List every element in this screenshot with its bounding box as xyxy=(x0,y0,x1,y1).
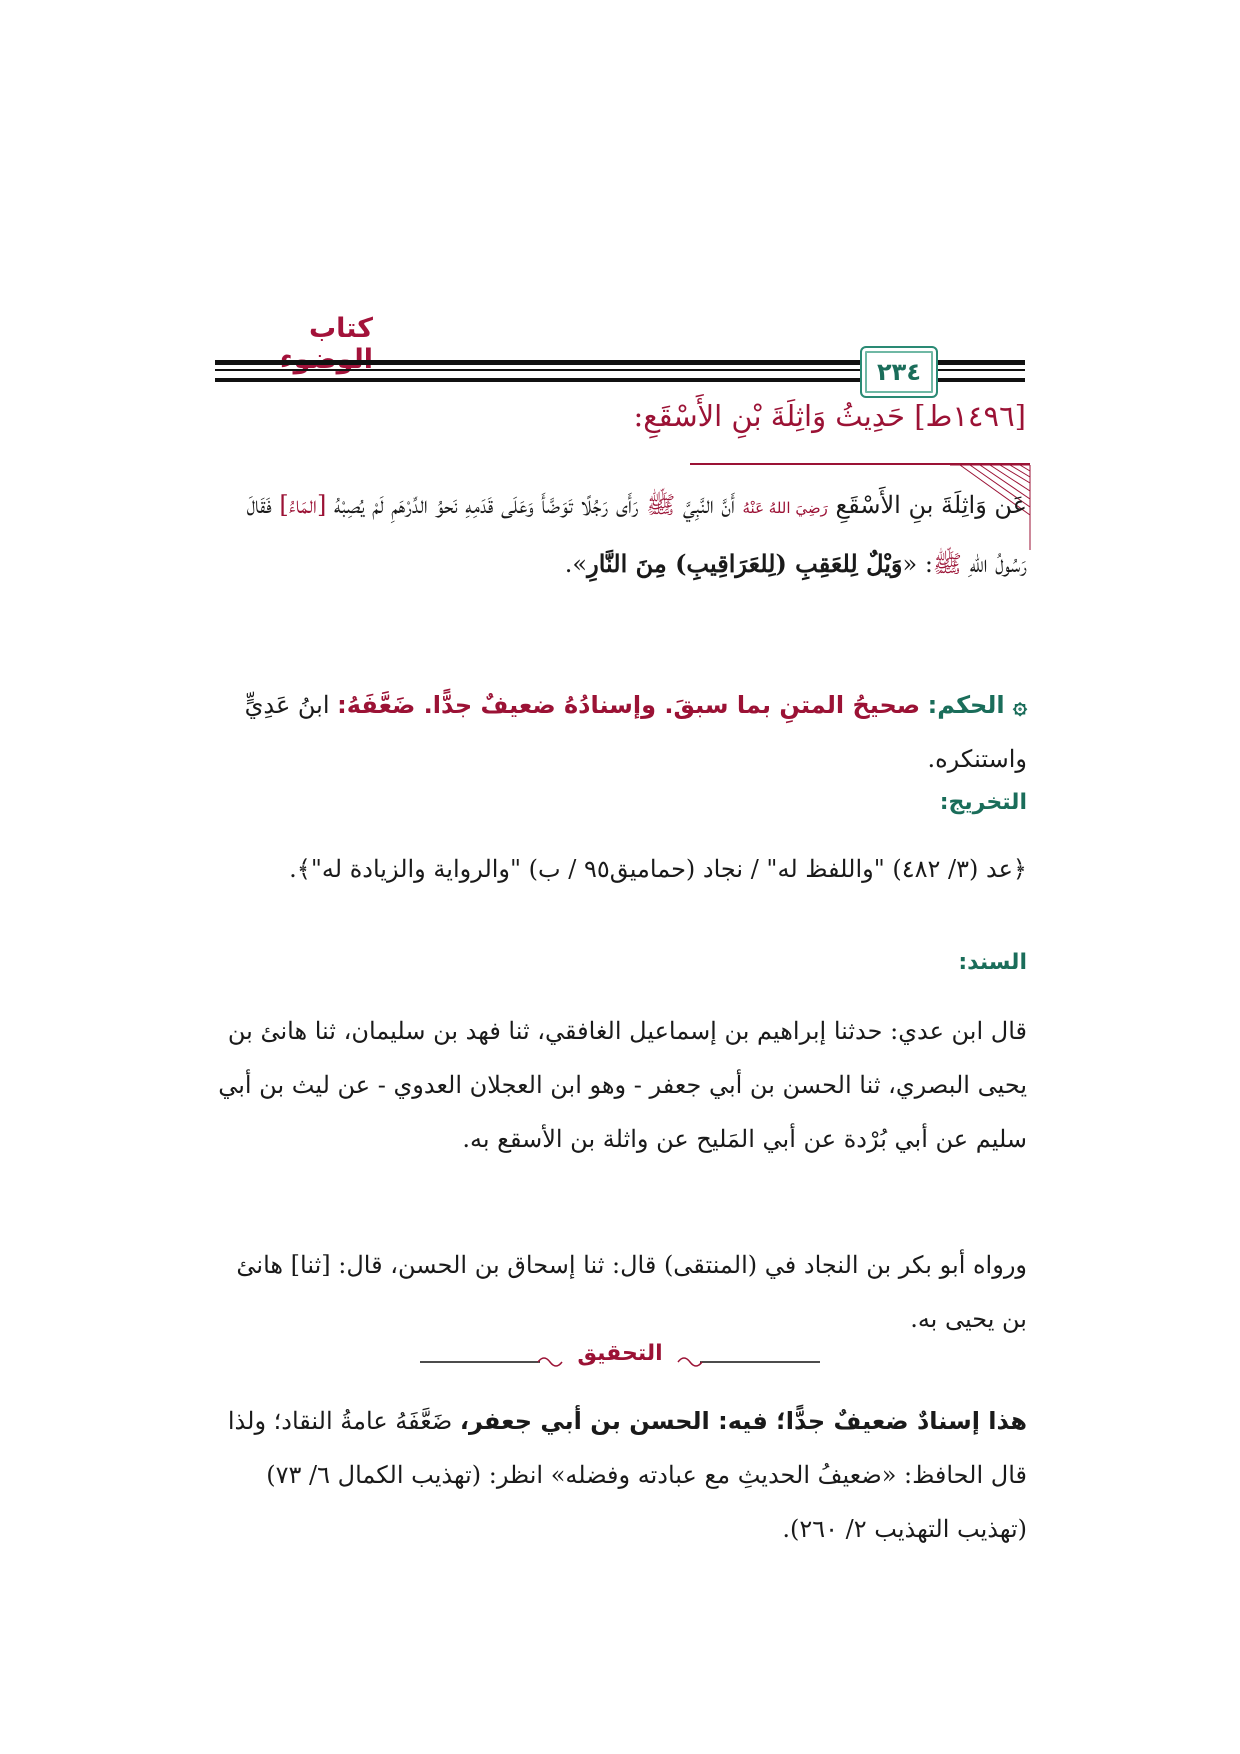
matn-quote: وَيْلٌ لِلعَقِبِ xyxy=(795,549,903,578)
tahqiq-body: ضَعَّفَهُ عامةُ النقاد؛ ولذا قال الحافظ: «ضعيفُ الحديثِ مع عبادته وفضله» انظر: (تهذيب الكمال ٦/ ٧٣) (تهذيب التهذيب ٢/ ٢٦٠). xyxy=(227,1407,1027,1543)
hadith-matn xyxy=(217,478,1027,592)
salla-glyph: ﷺ xyxy=(646,491,676,519)
ruling-label: ۞ الحكم: xyxy=(927,691,1027,719)
ruling xyxy=(217,678,1027,786)
sanad-heading: السند: xyxy=(958,950,1027,975)
matn-part1: عَن وَاثِلَةَ بنِ الأَسْقَعِ xyxy=(827,491,1027,519)
book-title: كتاب xyxy=(309,313,373,344)
hadith-number: [١٤٩٦ط] xyxy=(914,399,1026,433)
takhrij-heading: التخريج: xyxy=(939,790,1027,815)
matn-part2: أَنَّ النَّبِيَّ xyxy=(675,491,743,519)
matn-closing: ». xyxy=(564,550,588,578)
honorific: رَضِيَ اللهُ عَنْهُ xyxy=(742,499,828,517)
matn-part4: فَقَالَ رَسُولُ اللهِ xyxy=(246,491,1027,578)
page-number: ٢٣٤ xyxy=(877,358,921,386)
sanad-text: قال ابن عدي: حدثنا إبراهيم بن إسماعيل الغافقي، ثنا فهد بن سليمان، ثنا هانئ بن يحيى البصري، ثنا الحسن بن أبي جعفر - وهو ابن العجلان العدوي - عن ليث بن أبي سليم عن أبي بُرْدة عن أبي المَليح عن واثلة بن الأسقع به. xyxy=(218,1017,1027,1153)
matn-part5: : « xyxy=(902,550,933,578)
matn-part3: رَأَى رَجُلًا تَوَضَّأَ وَعَلَى قَدَمِهِ نَحوُ الدِّرْهَمِ لَمْ يُصِبْهُ xyxy=(326,491,647,519)
matn-quote-end: مِنَ النَّارِ xyxy=(587,549,667,578)
tahqiq-text xyxy=(217,1394,1027,1556)
tahqiq-bold-intro: هذا إسنادٌ ضعيفٌ جدًّا؛ فيه: الحسن بن أبي جعفر، xyxy=(459,1407,1027,1435)
matn-variant: (لِلعَرَاقِيبِ) xyxy=(666,549,796,578)
riwaya-text: ورواه أبو بكر بن النجاد في (المنتقى) قال: ثنا إسحاق بن الحسن، قال: [ثنا] هانئ بن يحيى به. xyxy=(236,1251,1027,1333)
page-number-badge xyxy=(860,346,938,398)
tahqiq-heading: التحقيق xyxy=(577,1341,663,1366)
salla-glyph-2: ﷺ xyxy=(932,550,962,578)
ruling-rest: ابنُ عَدِيٍّ واستنكره. xyxy=(244,691,1027,773)
takhrij-text: ﴿عد (٣/ ٤٨٢) "واللفظ له" / نجاد (حماميق٩٥ / ب) "والرواية والزيادة له"﴾. xyxy=(289,855,1027,883)
bracket-word: [المَاءُ] xyxy=(279,491,327,519)
hadith-title: حَدِيثُ وَاثِلَةَ بْنِ الأَسْقَعِ: xyxy=(633,399,905,433)
hadith-heading xyxy=(226,399,1026,449)
ruling-verdict: صحيحُ المتنِ بما سبقَ. وإسنادُهُ ضعيفٌ جدًّا. ضَعَّفَهُ: xyxy=(337,691,921,719)
